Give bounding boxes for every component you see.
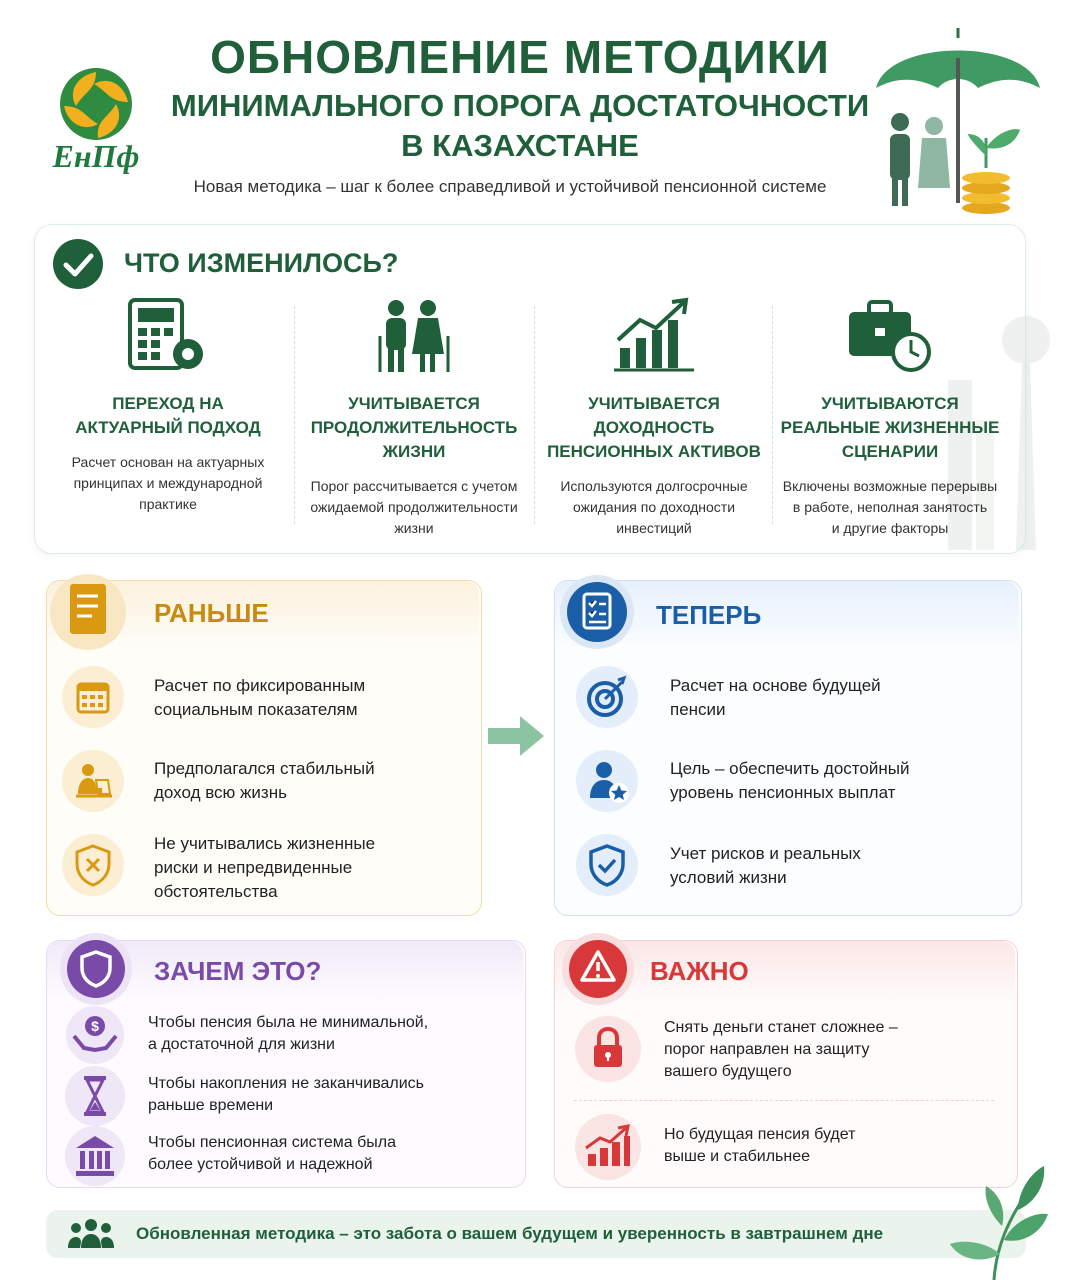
before-item bbox=[154, 832, 375, 904]
divider bbox=[574, 1100, 994, 1101]
why-item bbox=[148, 1073, 424, 1117]
change-desc-l1: Включены возможные перерывы bbox=[782, 478, 998, 494]
before-item-l2: социальным показателям bbox=[154, 700, 358, 719]
now-item-l2: условий жизни bbox=[670, 868, 787, 887]
why-item-l1: Чтобы пенсия была не минимальной, bbox=[148, 1014, 429, 1031]
now-item bbox=[670, 842, 861, 890]
now-item-l1: Расчет на основе будущей bbox=[670, 676, 881, 695]
person-star-icon bbox=[576, 750, 638, 812]
why-title: ЗАЧЕМ ЭТО? bbox=[154, 956, 322, 986]
shield-check-icon bbox=[576, 834, 638, 896]
logo-text: ЕнПф bbox=[52, 138, 140, 174]
before-item-l2: доход всю жизнь bbox=[154, 783, 287, 802]
change-desc-l1: Используются долгосрочные bbox=[560, 478, 748, 494]
change-title-l2: АКТУАРНЫЙ ПОДХОД bbox=[75, 418, 261, 437]
change-desc-l3: и другие факторы bbox=[831, 520, 949, 536]
shield-icon bbox=[58, 932, 134, 1006]
change-desc-l2: ожидания по доходности bbox=[572, 499, 736, 515]
now-item-l2: пенсии bbox=[670, 700, 726, 719]
change-title-l3: СЦЕНАРИИ bbox=[841, 442, 939, 461]
target-icon bbox=[576, 666, 638, 728]
important-title: ВАЖНО bbox=[650, 956, 749, 986]
important-item-l2: выше и стабильнее bbox=[664, 1148, 811, 1165]
why-item-l2: раньше времени bbox=[148, 1097, 274, 1114]
important-item bbox=[664, 1017, 898, 1083]
important-item-l1: Но будущая пенсия будет bbox=[664, 1126, 856, 1143]
why-item-l2: более устойчивой и надежной bbox=[148, 1156, 373, 1173]
change-title-l3: ПЕНСИОННЫХ АКТИВОВ bbox=[547, 442, 761, 461]
change-desc-l3: жизни bbox=[394, 520, 434, 536]
page-subtitle: Новая методика – шаг к более справедливой и устойчивой пенсионной системе bbox=[193, 177, 827, 196]
checklist-icon bbox=[556, 574, 638, 650]
change-title-l2: РЕАЛЬНЫЕ ЖИЗНЕННЫЕ bbox=[780, 418, 1000, 437]
important-item bbox=[664, 1124, 855, 1168]
important-item-l1: Снять деньги станет сложнее – bbox=[664, 1019, 898, 1036]
change-item bbox=[296, 296, 532, 539]
important-item-l3: вашего будущего bbox=[664, 1063, 792, 1080]
change-title-l1: УЧИТЫВАЕТСЯ bbox=[588, 394, 720, 413]
before-item bbox=[154, 674, 365, 722]
why-item bbox=[148, 1012, 428, 1056]
svg-text:$: $ bbox=[91, 1018, 99, 1034]
now-item-l1: Учет рисков и реальных bbox=[670, 844, 861, 863]
before-item-l1: Расчет по фиксированным bbox=[154, 676, 366, 695]
growth-chart-icon bbox=[612, 296, 696, 374]
divider bbox=[294, 306, 295, 524]
divider bbox=[534, 306, 535, 524]
now-item-l2: уровень пенсионных выплат bbox=[670, 783, 896, 802]
page-title-line2: МИНИМАЛЬНОГО ПОРОГА ДОСТАТОЧНОСТИ bbox=[170, 88, 870, 123]
change-item bbox=[50, 296, 286, 515]
why-item-l1: Чтобы накопления не заканчивались bbox=[148, 1075, 425, 1092]
change-title-l1: ПЕРЕХОД НА bbox=[112, 394, 224, 413]
before-item-l1: Предполагался стабильный bbox=[154, 759, 375, 778]
now-item bbox=[670, 674, 881, 722]
change-title-l2: ДОХОДНОСТЬ bbox=[593, 418, 715, 437]
shield-x-icon bbox=[62, 834, 124, 896]
worker-laptop-icon bbox=[62, 750, 124, 812]
change-desc-l2: в работе, неполная занятость bbox=[792, 499, 988, 515]
change-title-l1: УЧИТЫВАЮТСЯ bbox=[821, 394, 959, 413]
before-item bbox=[154, 757, 375, 805]
calendar-icon bbox=[62, 666, 124, 728]
important-item-l2: порог направлен на защиту bbox=[664, 1041, 870, 1058]
footer-text: Обновленная методика – это забота о вашем будущем и уверенность в завтрашнем дне bbox=[136, 1224, 884, 1243]
now-item bbox=[670, 757, 909, 805]
warning-icon bbox=[560, 932, 636, 1006]
briefcase-clock-icon bbox=[845, 296, 935, 374]
change-item bbox=[772, 296, 1008, 539]
document-icon bbox=[40, 572, 132, 652]
check-circle-icon bbox=[52, 238, 104, 290]
change-item bbox=[536, 296, 772, 539]
why-item bbox=[148, 1132, 396, 1176]
bank-icon bbox=[62, 1126, 128, 1186]
before-item-l1: Не учитывались жизненные bbox=[154, 834, 376, 853]
page-title: ОБНОВЛЕНИЕ МЕТОДИКИ bbox=[210, 31, 830, 83]
before-title: РАНЬШЕ bbox=[154, 598, 269, 628]
hourglass-icon bbox=[62, 1066, 128, 1126]
change-desc-l1: Порог рассчитывается с учетом bbox=[310, 478, 518, 494]
elderly-couple-icon bbox=[372, 296, 456, 374]
change-title-l2: ПРОДОЛЖИТЕЛЬНОСТЬ bbox=[310, 418, 518, 437]
leaves-icon bbox=[944, 1160, 1054, 1280]
page-title-line3: В КАЗАХСТАНЕ bbox=[401, 128, 639, 163]
now-item-l1: Цель – обеспечить достойный bbox=[670, 759, 910, 778]
before-item-l3: обстоятельства bbox=[154, 882, 278, 901]
change-desc-l3: инвестиций bbox=[616, 520, 692, 536]
before-item-l2: риски и непредвиденные bbox=[154, 858, 353, 877]
hands-coin-icon bbox=[62, 1006, 128, 1064]
why-item-l1: Чтобы пенсионная система была bbox=[148, 1134, 396, 1151]
lock-icon bbox=[572, 1016, 644, 1082]
change-desc-l2: ожидаемой продолжительности bbox=[310, 499, 518, 515]
changes-title: ЧТО ИЗМЕНИЛОСЬ? bbox=[124, 248, 399, 278]
why-item-l2: а достаточной для жизни bbox=[148, 1036, 335, 1053]
change-desc-l1: Расчет основан на актуарных bbox=[71, 454, 265, 470]
umbrella-couple-icon bbox=[868, 18, 1048, 218]
right-arrow-icon bbox=[486, 714, 546, 758]
now-title: ТЕПЕРЬ bbox=[656, 600, 762, 630]
change-desc-l2: принципах и международной bbox=[73, 475, 263, 491]
growth-bars-icon bbox=[572, 1114, 644, 1180]
change-desc-l3: практике bbox=[139, 496, 197, 512]
people-group-icon bbox=[66, 1216, 116, 1252]
calculator-gear-icon bbox=[126, 296, 210, 374]
change-title-l1: УЧИТЫВАЕТСЯ bbox=[348, 394, 480, 413]
change-title-l3: ЖИЗНИ bbox=[382, 442, 446, 461]
